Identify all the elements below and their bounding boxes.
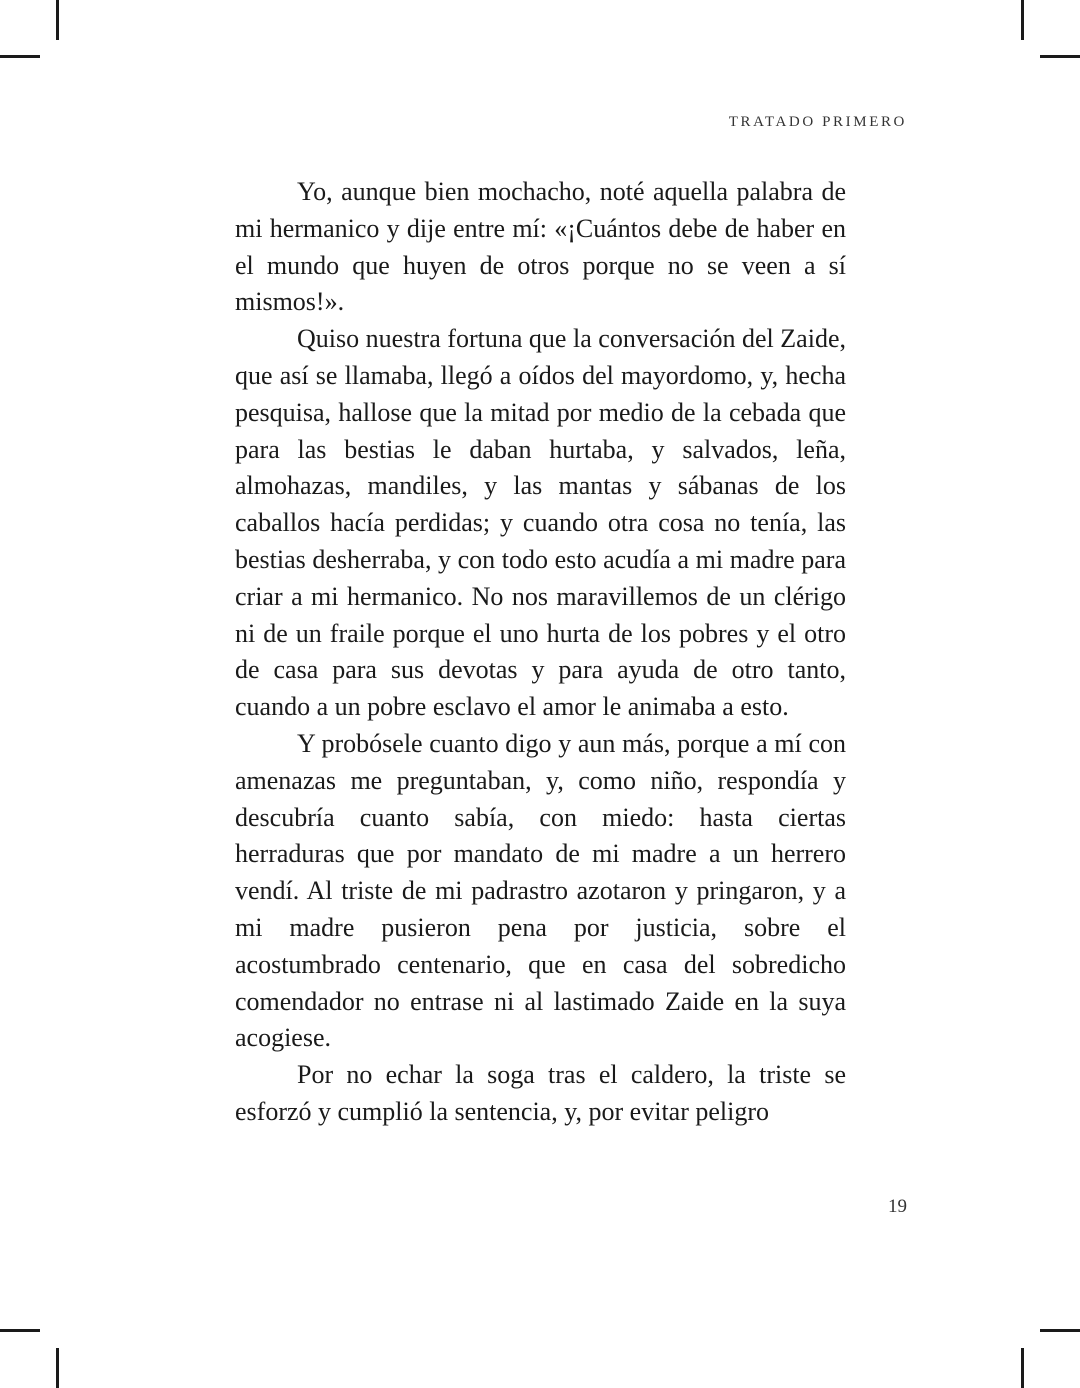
crop-mark-top-right-horizontal xyxy=(1040,55,1080,58)
crop-mark-top-left-horizontal xyxy=(0,55,40,58)
paragraph: Y probósele cuanto digo y aun más, porque a mí con amenazas me preguntaban, y, como niño, respondía y descubría cuanto sabía, con miedo: hasta ciertas herraduras que por mandato de mi madre a un herrero vendí. Al triste de mi padrastro azotaron y pringaron, y a mi madre pusieron pena por justicia, sobre el acostumbrado centenario, que en casa del sobredicho comendador no entrase ni al lastimado Zaide en la suya acogiese. xyxy=(235,728,846,1053)
paragraph: Quiso nuestra fortuna que la conversación del Zaide, que así se llamaba, llegó a oídos del mayordomo, y, hecha pesquisa, hallose que la mitad por medio de la cebada que para las bestias le daban hurtaba, y salvados, leña, almohazas, mandiles, y las mantas y sábanas de los caballos hacía perdidas; y cuando otra cosa no tenía, las bestias desherraba, y con todo esto acudía a mi madre para criar a mi hermanico. No nos maravillemos de un clérigo ni de un fraile porque el uno hurta de los pobres y el otro de casa para sus devotas y para ayuda de otro tanto, cuando a un pobre esclavo el amor le animaba a esto. xyxy=(235,324,846,722)
crop-mark-bottom-left-horizontal xyxy=(0,1329,40,1332)
crop-mark-top-right-vertical xyxy=(1021,0,1024,40)
running-head: TRATADO PRIMERO xyxy=(728,114,907,130)
paragraph: Por no echar la soga tras el caldero, la triste se esforzó y cumplió la sentencia, y, por evitar peligro xyxy=(235,1060,846,1126)
crop-mark-bottom-right-vertical xyxy=(1021,1348,1024,1388)
crop-mark-top-left-vertical xyxy=(56,0,59,40)
paragraph: Yo, aunque bien mochacho, noté aquella palabra de mi hermanico y dije entre mí: «¡Cuántos debe de haber en el mundo que huyen de otros porque no se veen a sí mismos!». xyxy=(235,177,846,317)
body-text xyxy=(235,174,846,1131)
page-number: 19 xyxy=(888,1196,907,1217)
crop-mark-bottom-right-horizontal xyxy=(1040,1329,1080,1332)
crop-mark-bottom-left-vertical xyxy=(56,1348,59,1388)
